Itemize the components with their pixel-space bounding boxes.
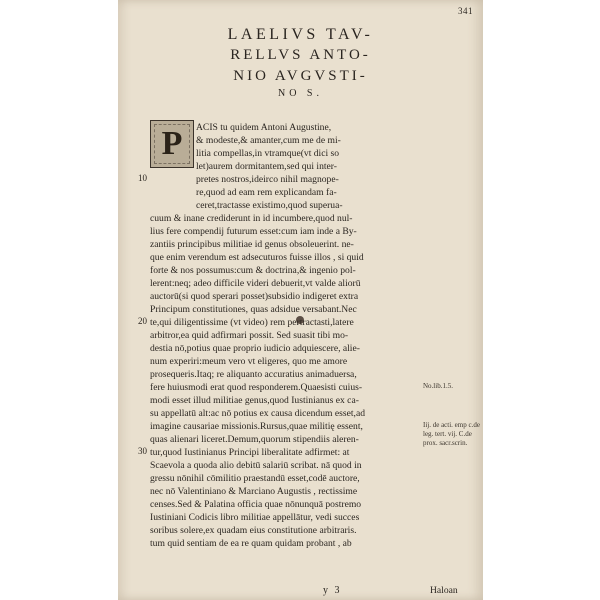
text-line: pretes nostros,ideirco nihil magnope- <box>196 174 339 185</box>
text-line: ceret,tractasse existimo,quod superua- <box>196 200 343 211</box>
margin-note: Iij. de acti. emp c.de leg. tert. vij. C.de prox. sacr.scrin. <box>423 421 480 447</box>
page-number: 341 <box>458 6 473 16</box>
heading-line-1: LAELIVS TAV- <box>227 26 374 43</box>
heading-line-3: NIO AVGVSTI- <box>233 68 368 84</box>
text-line: lerent:neq; adeo difficile videri debuerit,vt valde aliorū <box>150 278 361 289</box>
text-line: su appellatū alt:ac nō potius ex causa dicendum esset,ad <box>150 408 365 419</box>
text-line: re,quod ad eam rem explicandam fa- <box>196 187 337 198</box>
text-line: let)aurem dormitantem,sed qui inter- <box>196 161 338 172</box>
text-line: auctorū(si quod sperari posset)subsidio indigeret extra <box>150 291 359 302</box>
signature-mark: y 3 <box>323 585 342 596</box>
text-line: ACIS tu quidem Antoni Augustine, <box>196 122 332 133</box>
text-line: gressu nōnihil cōmilitio praestandū esset,codē auctore, <box>150 473 360 484</box>
text-line: fere huiusmodi erat quod responderem.Quaesisti cuius- <box>150 382 363 393</box>
decorated-initial: P <box>150 120 194 168</box>
title-heading <box>118 24 483 101</box>
line-number: 30 <box>138 446 147 456</box>
text-line: quas alienari liceret.Demum,quorum stipendiis aleren- <box>150 434 359 445</box>
text-line: cuum & inane crediderunt in id incumbere,quod nul- <box>150 213 353 224</box>
catchword: Haloan <box>430 585 458 596</box>
text-line: prosequeris.Itaq; re aliquanto accuratius animaduersa, <box>150 369 357 380</box>
heading-line-4: NO S. <box>277 88 323 99</box>
text-line: que enim verendum est adsecuturos fuisse illos , si quid <box>150 252 364 263</box>
text-line: tum quid sentiam de ea re quam quidam probant , ab <box>150 538 352 549</box>
text-line: num experiri:meum vero vt eligeres, quo me amore <box>150 356 348 367</box>
text-line: tur,quod Iustinianus Principi liberalitate adfirmet: at <box>150 447 350 458</box>
text-line: imagine causariae missionis.Rursus,quae militię essent, <box>150 421 363 432</box>
text-line: arbitror,ea quid adfirmari possit. Sed suasit tibi mo- <box>150 330 349 341</box>
heading-line-2: RELLVS ANTO- <box>230 47 371 63</box>
text-line: Principum constitutiones, quas adsidue versabant.Nec <box>150 304 357 315</box>
text-line: nec nō Valentiniano & Marciano Augustis , rectissime <box>150 486 358 497</box>
text-line: Iustiniani Codicis libro militiae appellātur, vedi succes <box>150 512 360 523</box>
text-line: litia compellas,in vtramque(vt dici so <box>196 148 340 159</box>
text-line: modi esset illud militiae genus,quod Iustinianus ex ca- <box>150 395 359 406</box>
text-line: zantiis principibus militiae id genus obsoleuerint. ne- <box>150 239 354 250</box>
text-line: soribus solere,ex quadam eius constitutione arbitraris. <box>150 525 357 536</box>
text-line: censes.Sed & Palatina officia quae nōnunquā postremo <box>150 499 362 510</box>
margin-note: No.lib.1.5. <box>423 382 453 390</box>
text-line: & modeste,& amanter,cum me de mi- <box>196 135 341 146</box>
book-page <box>118 0 483 600</box>
text-line: Scaevola a quoda alio debitū salariū scribat. nā quod in <box>150 460 362 471</box>
text-line: destia nō,potius quae proprio iudicio adquiescere, alie- <box>150 343 360 354</box>
text-line: te,qui diligentissime (vt video) rem pertractasti,latere <box>150 317 354 328</box>
line-number: 10 <box>138 173 147 183</box>
line-number: 20 <box>138 316 147 326</box>
text-line: lius fere compendij futurum esset:cum iam inde a By- <box>150 226 357 237</box>
text-line: forte & nos possumus:cum & doctrina,& ingenio pol- <box>150 265 356 276</box>
